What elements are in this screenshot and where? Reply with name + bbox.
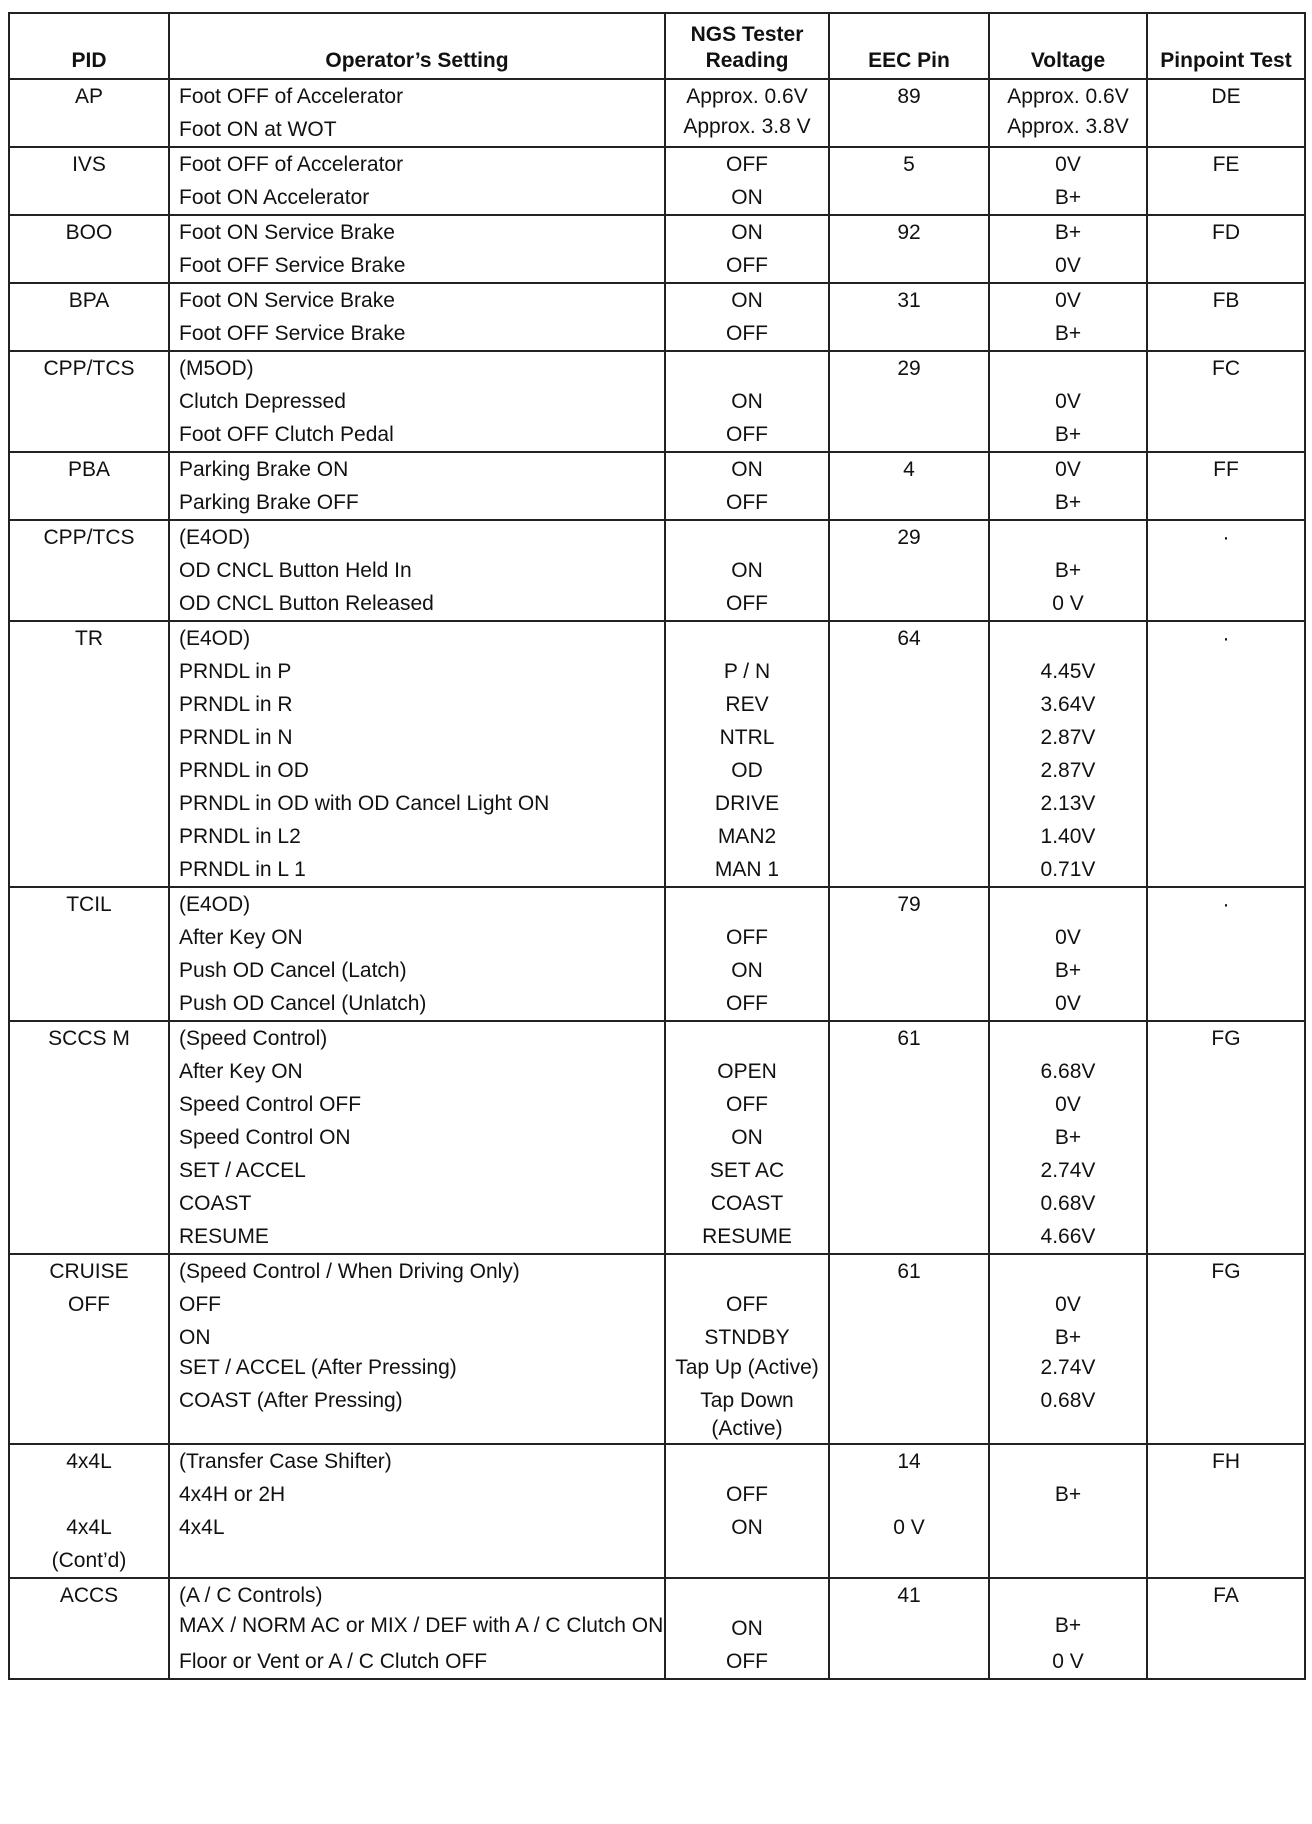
pid-cell (9, 147, 169, 215)
pid-label: TCIL (66, 893, 112, 916)
pid-cell (9, 1254, 169, 1444)
eec-pin-cell (829, 1254, 989, 1444)
pinpoint-test-cell (1147, 452, 1305, 520)
eec-pin-value: 61 (897, 1260, 921, 1283)
pid-reference-sheet (8, 12, 1304, 1680)
table-row (9, 351, 1305, 452)
operator-setting-text: Foot OFF of Accelerator (179, 85, 404, 108)
ngs-reading-value: OFF (726, 1093, 768, 1116)
pinpoint-test-value: FE (1212, 153, 1240, 176)
voltage-cell (989, 520, 1147, 621)
voltage-cell (989, 215, 1147, 283)
operator-setting-text: Clutch Depressed (179, 390, 346, 413)
pinpoint-test-cell (1147, 215, 1305, 283)
pid-label: (Cont’d) (51, 1549, 127, 1572)
operator-setting-text: Foot ON at WOT (179, 118, 337, 141)
pid-cell (9, 215, 169, 283)
ngs-reading-value: OFF (726, 322, 768, 345)
ngs-reading-cell (665, 1254, 829, 1444)
eec-pin-cell (829, 1021, 989, 1254)
ngs-reading-value: Approx. 3.8 V (683, 115, 811, 138)
voltage-value: 0V (1055, 254, 1081, 277)
operator-setting-text: 4x4L (179, 1516, 225, 1539)
operator-setting-text: Parking Brake ON (179, 458, 349, 481)
operator-setting-text: PRNDL in L 1 (179, 858, 306, 881)
operators-setting-cell (169, 1021, 665, 1254)
ngs-reading-value: OFF (726, 254, 768, 277)
operator-setting-text: ON (179, 1326, 211, 1349)
eec-pin-value: 61 (897, 1027, 921, 1050)
ngs-reading-value: ON (731, 458, 763, 481)
eec-pin-cell (829, 1444, 989, 1578)
operators-setting-cell (169, 215, 665, 283)
ngs-reading-value: COAST (710, 1192, 784, 1215)
pinpoint-test-value: FD (1212, 221, 1240, 244)
ngs-reading-value: STNDBY (704, 1326, 790, 1349)
operators-setting-cell (169, 79, 665, 147)
header-pinpoint-test: Pinpoint Test (1147, 13, 1305, 79)
operators-setting-cell (169, 1444, 665, 1578)
voltage-value: 1.40V (1040, 825, 1096, 848)
ngs-reading-value: Approx. 0.6V (686, 85, 808, 108)
ngs-reading-value: SET AC (709, 1159, 785, 1182)
ngs-reading-value: OFF (726, 992, 768, 1015)
operator-setting-text: COAST (179, 1192, 252, 1215)
operators-setting-cell (169, 351, 665, 452)
eec-pin-value: 31 (897, 289, 921, 312)
table-body (9, 79, 1305, 1679)
ngs-reading-value: Tap Up (Active) (675, 1356, 819, 1379)
operator-setting-text: MAX / NORM AC or MIX / DEF with A / C Clutch ON (179, 1614, 664, 1637)
operator-setting-text: OD CNCL Button Held In (179, 559, 412, 582)
voltage-value: 0.71V (1040, 858, 1096, 881)
pid-label: CPP/TCS (43, 357, 135, 380)
table-row (9, 79, 1305, 147)
eec-pin-cell (829, 215, 989, 283)
pid-cell (9, 621, 169, 887)
eec-pin-extra-value: 0 V (893, 1516, 925, 1539)
ngs-reading-value (666, 352, 828, 385)
ngs-reading-value (666, 888, 828, 921)
voltage-value: 0V (1055, 458, 1081, 481)
voltage-value (990, 622, 1146, 655)
pid-cell (9, 1021, 169, 1254)
ngs-reading-value: ON (731, 221, 763, 244)
ngs-reading-value: Tap Down (Active) (700, 1389, 794, 1440)
pid-label: IVS (72, 153, 106, 176)
pid-cell (9, 452, 169, 520)
voltage-value: Approx. 0.6V (1007, 85, 1129, 108)
voltage-cell (989, 1021, 1147, 1254)
table-row (9, 1021, 1305, 1254)
operator-setting-text: Foot OFF Clutch Pedal (179, 423, 394, 446)
voltage-value (990, 1255, 1146, 1288)
eec-pin-cell (829, 887, 989, 1021)
pinpoint-test-cell (1147, 283, 1305, 351)
voltage-value (990, 1022, 1146, 1055)
operator-setting-text: PRNDL in R (179, 693, 293, 716)
pid-cell (9, 1578, 169, 1679)
operator-setting-text: (Transfer Case Shifter) (179, 1450, 392, 1473)
operator-setting-text: (Speed Control / When Driving Only) (179, 1260, 520, 1283)
voltage-value: 0V (1055, 289, 1081, 312)
pinpoint-test-value: · (1222, 893, 1230, 916)
voltage-value: 0V (1055, 1093, 1081, 1116)
pid-label: PBA (67, 458, 111, 481)
ngs-reading-value: MAN 1 (714, 858, 780, 881)
voltage-value: B+ (1054, 322, 1082, 345)
operator-setting-text: After Key ON (179, 926, 303, 949)
voltage-value: B+ (1054, 1483, 1082, 1506)
voltage-value: 2.87V (1040, 759, 1096, 782)
eec-pin-value: 64 (897, 627, 921, 650)
voltage-cell (989, 1444, 1147, 1578)
ngs-reading-value: ON (731, 1516, 763, 1539)
operator-setting-text: COAST (After Pressing) (179, 1389, 403, 1412)
header-eec-pin: EEC Pin (829, 13, 989, 79)
operator-setting-text: Foot ON Service Brake (179, 221, 395, 244)
pinpoint-test-value: FC (1212, 357, 1240, 380)
ngs-reading-value: ON (731, 289, 763, 312)
pid-cell (9, 887, 169, 1021)
operator-setting-text: 4x4H or 2H (179, 1483, 286, 1506)
voltage-value: 0V (1055, 926, 1081, 949)
pid-label: CPP/TCS (43, 526, 135, 549)
eec-pin-cell (829, 1578, 989, 1679)
ngs-reading-cell (665, 1578, 829, 1679)
operator-setting-text: Foot OFF of Accelerator (179, 153, 404, 176)
voltage-value: 2.74V (1040, 1159, 1096, 1182)
pinpoint-test-cell (1147, 1254, 1305, 1444)
pid-label: SCCS M (48, 1027, 130, 1050)
voltage-cell (989, 887, 1147, 1021)
operator-setting-text: (A / C Controls) (179, 1584, 323, 1607)
ngs-reading-cell (665, 79, 829, 147)
operators-setting-cell (169, 621, 665, 887)
operators-setting-cell (169, 520, 665, 621)
operator-setting-text: Parking Brake OFF (179, 491, 359, 514)
ngs-reading-value: RESUME (702, 1225, 792, 1248)
ngs-reading-value: P / N (723, 660, 771, 683)
operator-setting-text: RESUME (179, 1225, 269, 1248)
table-row (9, 520, 1305, 621)
table-row (9, 452, 1305, 520)
operator-setting-text: Speed Control OFF (179, 1093, 362, 1116)
voltage-value: 0V (1055, 1293, 1081, 1316)
table-row (9, 1578, 1305, 1679)
pinpoint-test-cell (1147, 1578, 1305, 1679)
voltage-value: 2.13V (1040, 792, 1096, 815)
ngs-reading-value: ON (731, 1126, 763, 1149)
ngs-reading-cell (665, 1444, 829, 1578)
pid-label: BOO (65, 221, 113, 244)
pid-label: BPA (68, 289, 110, 312)
voltage-value: 4.66V (1040, 1225, 1096, 1248)
eec-pin-cell (829, 147, 989, 215)
voltage-value (990, 1579, 1146, 1612)
pid-cell (9, 520, 169, 621)
pinpoint-test-value: FA (1213, 1584, 1239, 1607)
eec-pin-value: 89 (897, 85, 921, 108)
operator-setting-text: PRNDL in N (179, 726, 293, 749)
operator-setting-text: Foot ON Accelerator (179, 186, 370, 209)
voltage-value (990, 1511, 1146, 1544)
ngs-reading-value (666, 1579, 828, 1612)
pinpoint-test-cell (1147, 520, 1305, 621)
operator-setting-text: Foot OFF Service Brake (179, 322, 406, 345)
ngs-reading-cell (665, 621, 829, 887)
operators-setting-cell (169, 887, 665, 1021)
eec-pin-cell (829, 621, 989, 887)
pinpoint-test-cell (1147, 1444, 1305, 1578)
operators-setting-cell (169, 283, 665, 351)
pid-label: TR (75, 627, 103, 650)
operator-setting-text: (E4OD) (179, 893, 251, 916)
voltage-cell (989, 1254, 1147, 1444)
pid-label: CRUISE (49, 1260, 129, 1283)
voltage-value: B+ (1054, 423, 1082, 446)
pinpoint-test-cell (1147, 1021, 1305, 1254)
voltage-value: 0.68V (1040, 1389, 1096, 1412)
pid-label: AP (74, 85, 103, 108)
ngs-reading-value (666, 1445, 828, 1478)
pinpoint-test-value: FF (1213, 458, 1239, 481)
voltage-value: 0 V (1052, 1650, 1084, 1673)
voltage-value: B+ (1054, 559, 1082, 582)
table-row (9, 1254, 1305, 1444)
voltage-value: 2.74V (1040, 1356, 1096, 1379)
pinpoint-test-value: FG (1211, 1027, 1241, 1050)
header-ngs-tester-reading: NGS Tester Reading (665, 13, 829, 79)
voltage-value: B+ (1054, 221, 1082, 244)
ngs-reading-value: ON (731, 959, 763, 982)
eec-pin-cell (829, 79, 989, 147)
voltage-value: 0V (1055, 390, 1081, 413)
ngs-reading-value (666, 1255, 828, 1288)
voltage-value: 0.68V (1040, 1192, 1096, 1215)
ngs-reading-value (666, 1022, 828, 1055)
ngs-reading-value: ON (731, 1617, 763, 1640)
ngs-reading-value: ON (731, 186, 763, 209)
ngs-reading-cell (665, 283, 829, 351)
pid-label: 4x4L (66, 1516, 112, 1539)
eec-pin-value: 14 (897, 1450, 921, 1473)
ngs-reading-value: OFF (726, 423, 768, 446)
ngs-reading-cell (665, 452, 829, 520)
voltage-cell (989, 351, 1147, 452)
voltage-cell (989, 283, 1147, 351)
table-row (9, 147, 1305, 215)
eec-pin-value: 79 (897, 893, 921, 916)
table-row (9, 887, 1305, 1021)
ngs-reading-value (666, 622, 828, 655)
pinpoint-test-value: FH (1212, 1450, 1240, 1473)
operator-setting-text: PRNDL in OD (179, 759, 309, 782)
voltage-value: B+ (1054, 1326, 1082, 1349)
pinpoint-test-cell (1147, 79, 1305, 147)
eec-pin-value: 4 (903, 458, 915, 481)
ngs-reading-value: REV (725, 693, 769, 716)
operator-setting-text: PRNDL in OD with OD Cancel Light ON (179, 792, 550, 815)
voltage-value: 4.45V (1040, 660, 1096, 683)
pinpoint-test-cell (1147, 887, 1305, 1021)
ngs-reading-value: OD (731, 759, 763, 782)
pid-label: ACCS (59, 1584, 119, 1607)
pinpoint-test-value: · (1222, 526, 1230, 549)
ngs-reading-cell (665, 520, 829, 621)
eec-pin-spacer (830, 1478, 988, 1511)
voltage-value: 0 V (1052, 592, 1084, 615)
voltage-value: 3.64V (1040, 693, 1096, 716)
ngs-reading-value: MAN2 (717, 825, 777, 848)
operators-setting-cell (169, 1254, 665, 1444)
ngs-reading-cell (665, 1021, 829, 1254)
operator-setting-text: Foot OFF Service Brake (179, 254, 406, 277)
voltage-cell (989, 452, 1147, 520)
ngs-reading-value: DRIVE (714, 792, 780, 815)
pid-cell (9, 351, 169, 452)
voltage-cell (989, 621, 1147, 887)
voltage-value: 0V (1055, 992, 1081, 1015)
eec-pin-value: 29 (897, 357, 921, 380)
voltage-value: B+ (1054, 186, 1082, 209)
operator-setting-text: (Speed Control) (179, 1027, 328, 1050)
operator-setting-text: SET / ACCEL (179, 1159, 306, 1182)
table-row (9, 215, 1305, 283)
operators-setting-cell (169, 452, 665, 520)
pinpoint-test-value: · (1222, 627, 1230, 650)
operator-setting-text: OFF (179, 1293, 221, 1316)
eec-pin-cell (829, 283, 989, 351)
operator-setting-text: (E4OD) (179, 526, 251, 549)
voltage-value (990, 1445, 1146, 1478)
operator-setting-text: (M5OD) (179, 357, 254, 380)
header-row (9, 13, 1305, 79)
voltage-cell (989, 147, 1147, 215)
table-row (9, 621, 1305, 887)
header-voltage: Voltage (989, 13, 1147, 79)
ngs-reading-cell (665, 887, 829, 1021)
ngs-reading-value: ON (731, 559, 763, 582)
ngs-reading-cell (665, 215, 829, 283)
voltage-value: Approx. 3.8V (1007, 115, 1129, 138)
voltage-value: B+ (1054, 491, 1082, 514)
voltage-cell (989, 79, 1147, 147)
ngs-reading-value: OFF (726, 1650, 768, 1673)
pinpoint-test-cell (1147, 351, 1305, 452)
operator-setting-text: Foot ON Service Brake (179, 289, 395, 312)
voltage-value (990, 352, 1146, 385)
ngs-reading-cell (665, 147, 829, 215)
voltage-value (990, 521, 1146, 554)
eec-pin-value: 5 (903, 153, 915, 176)
pid-cell (9, 1444, 169, 1578)
pinpoint-test-value: FB (1212, 289, 1240, 312)
pid-label: OFF (68, 1293, 110, 1316)
header-pid: PID (9, 13, 169, 79)
pid-cell (9, 79, 169, 147)
voltage-value: B+ (1054, 1614, 1082, 1637)
pid-table (8, 12, 1306, 1680)
ngs-reading-cell (665, 351, 829, 452)
voltage-value: B+ (1054, 1126, 1082, 1149)
pinpoint-test-value: DE (1211, 85, 1241, 108)
operator-setting-text: SET / ACCEL (After Pressing) (179, 1356, 457, 1379)
operator-setting-text: PRNDL in L2 (179, 825, 301, 848)
ngs-reading-value (666, 521, 828, 554)
eec-pin-value: 29 (897, 526, 921, 549)
operator-setting-text: Floor or Vent or A / C Clutch OFF (179, 1650, 488, 1673)
ngs-reading-value: OFF (726, 1483, 768, 1506)
pid-label: 4x4L (66, 1450, 112, 1473)
voltage-cell (989, 1578, 1147, 1679)
operator-setting-text: PRNDL in P (179, 660, 292, 683)
header-operators-setting: Operator’s Setting (169, 13, 665, 79)
ngs-reading-value: OFF (726, 491, 768, 514)
operator-setting-text: Speed Control ON (179, 1126, 351, 1149)
eec-pin-cell (829, 452, 989, 520)
ngs-reading-value: OFF (726, 1293, 768, 1316)
ngs-reading-value: NTRL (719, 726, 775, 749)
eec-pin-cell (829, 520, 989, 621)
eec-pin-cell (829, 351, 989, 452)
voltage-value (990, 888, 1146, 921)
operator-setting-text: OD CNCL Button Released (179, 592, 434, 615)
operator-setting-text: After Key ON (179, 1060, 303, 1083)
ngs-reading-value: OFF (726, 926, 768, 949)
operator-setting-text: Push OD Cancel (Unlatch) (179, 992, 427, 1015)
operators-setting-cell (169, 1578, 665, 1679)
voltage-value: B+ (1054, 959, 1082, 982)
voltage-value: 0V (1055, 153, 1081, 176)
pinpoint-test-cell (1147, 621, 1305, 887)
pid-spacer (10, 1478, 168, 1511)
eec-pin-value: 92 (897, 221, 921, 244)
ngs-reading-value: ON (731, 390, 763, 413)
operator-setting-text: (E4OD) (179, 627, 251, 650)
pinpoint-test-cell (1147, 147, 1305, 215)
table-row (9, 1444, 1305, 1578)
ngs-reading-value: OFF (726, 153, 768, 176)
operator-setting-text: Push OD Cancel (Latch) (179, 959, 407, 982)
eec-pin-value: 41 (897, 1584, 921, 1607)
table-row (9, 283, 1305, 351)
pid-cell (9, 283, 169, 351)
ngs-reading-value: OPEN (717, 1060, 777, 1083)
voltage-value: 2.87V (1040, 726, 1096, 749)
pinpoint-test-value: FG (1211, 1260, 1241, 1283)
operators-setting-cell (169, 147, 665, 215)
ngs-reading-value: OFF (726, 592, 768, 615)
voltage-value: 6.68V (1040, 1060, 1096, 1083)
